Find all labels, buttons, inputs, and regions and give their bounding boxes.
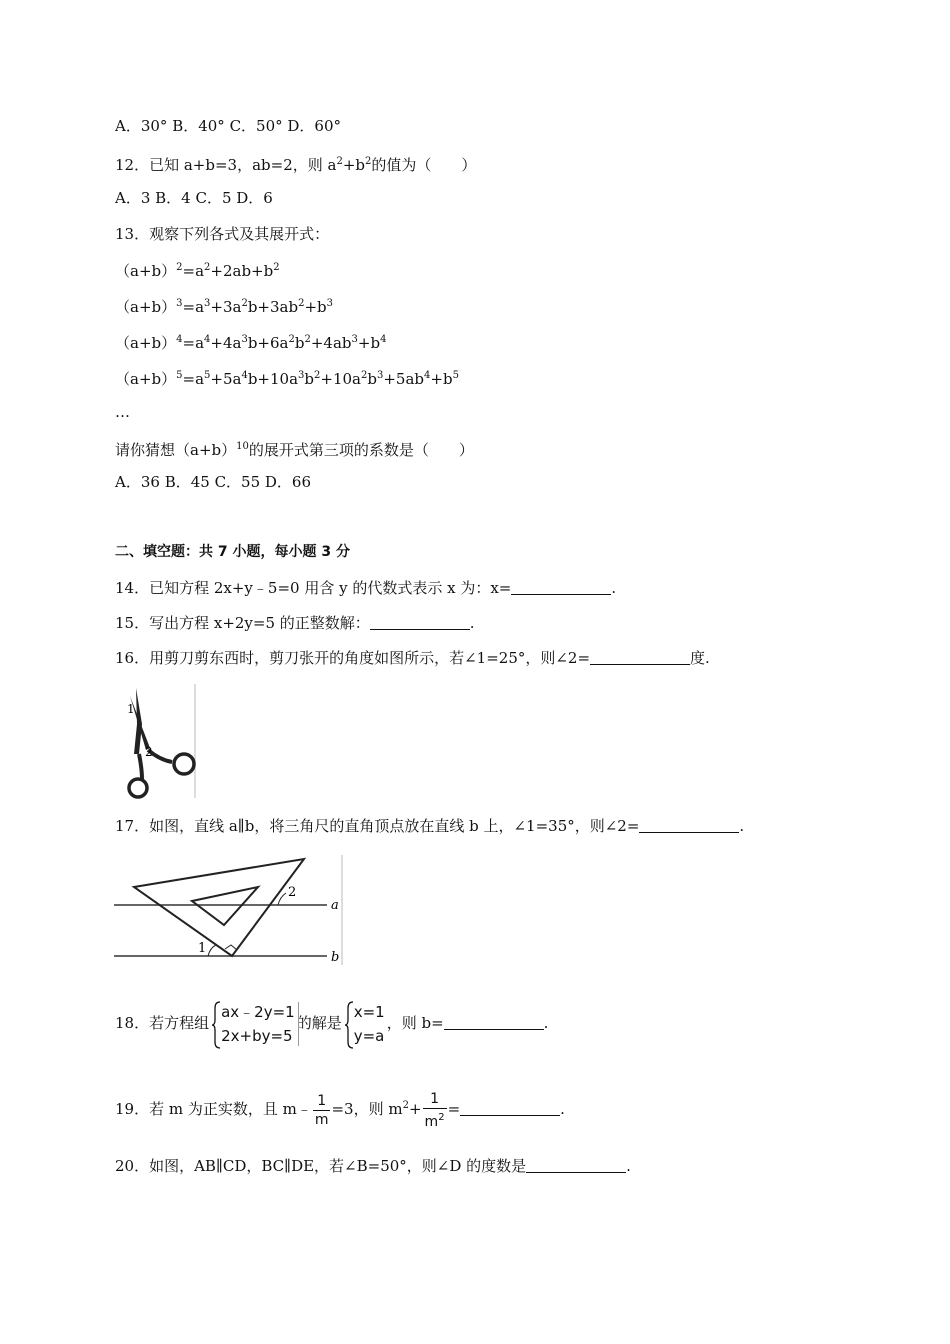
exponent: 2	[241, 298, 248, 309]
term: b+6a	[247, 334, 289, 352]
section-2-title: 二、填空题：共 7 小题，每小题 3 分	[115, 544, 350, 560]
scissors-angle-1-label: 1	[127, 702, 135, 716]
line-b-label: b	[331, 950, 340, 965]
q12-text-end: 的值为（ ）	[371, 156, 477, 174]
q13-stem: 13．观察下列各式及其展开式：	[115, 225, 330, 243]
q19-fraction-1-numerator: 1	[313, 1092, 331, 1111]
exponent: 4	[176, 334, 183, 345]
exponent: 4	[204, 334, 211, 345]
q16	[115, 648, 710, 668]
q12-exp: 2	[365, 156, 372, 167]
exponent: 4	[380, 334, 387, 345]
term: b+10a	[247, 370, 299, 388]
exponent: 3	[241, 334, 248, 345]
q13-options: A．36 B．45 C．55 D．66	[115, 473, 312, 491]
q20-answer-blank[interactable]	[526, 1158, 626, 1173]
scissors-blade-2	[134, 688, 142, 754]
q12-text: 12．已知 a+b=3，ab=2，则 a	[115, 156, 337, 174]
q20-end: .	[626, 1157, 631, 1175]
q13-question	[115, 437, 474, 460]
q20	[115, 1156, 631, 1176]
triangle-ruler-inner	[192, 887, 258, 925]
q13-expansion-4	[115, 330, 386, 353]
exponent: 4	[241, 370, 248, 381]
scissors-angle-2-label: 2	[145, 745, 153, 759]
q18-text: 18．若方程组	[115, 1014, 210, 1032]
term: =a	[182, 370, 205, 388]
q18-solution-x: x=1	[353, 1003, 385, 1021]
q15-text: 15．写出方程 x+2y=5 的正整数解：	[115, 614, 370, 632]
q14-text: 14．已知方程 2x+y﹣5=0 用含 y 的代数式表示 x 为：x=	[115, 579, 512, 597]
exponent: 4	[424, 370, 431, 381]
q11-options: A．30° B．40° C．50° D．60°	[115, 117, 342, 135]
q13-question-exp: 10	[236, 441, 249, 452]
exponent: 5	[204, 370, 211, 381]
q18-answer-blank[interactable]	[444, 1015, 544, 1030]
q14-end: .	[611, 579, 617, 597]
q19-fraction-1-denominator: m	[314, 1111, 329, 1128]
exponent: 2	[176, 262, 183, 273]
exponent: 2	[288, 334, 295, 345]
brace-icon	[344, 1000, 354, 1050]
q19-end: .	[560, 1100, 565, 1118]
term: =a	[182, 262, 205, 280]
term: =a	[182, 298, 205, 316]
term: b+3ab	[247, 298, 299, 316]
angle-1-label: 1	[198, 941, 207, 956]
q12-text-mid: +b	[342, 156, 365, 174]
q15-answer-blank[interactable]	[370, 615, 470, 630]
q20-text: 20．如图，AB∥CD，BC∥DE，若∠B=50°，则∠D 的度数是	[115, 1157, 527, 1175]
q12-stem	[115, 152, 476, 175]
triangle-ruler-figure	[112, 855, 348, 967]
q17-text: 17．如图，直线 a∥b，将三角尺的直角顶点放在直线 b 上，∠1=35°，则∠2=	[115, 817, 640, 835]
q19	[115, 1082, 565, 1133]
term: （a+b）	[115, 370, 177, 388]
q18-equation-1: ax﹣2y=1	[221, 1003, 295, 1021]
q18-solution-y: y=a	[353, 1027, 385, 1045]
q18-equation-system	[211, 1000, 295, 1048]
q17-end: .	[739, 817, 745, 835]
q12-options: A．3 B．4 C．5 D．6	[115, 189, 273, 207]
exponent: 2	[361, 370, 368, 381]
exponent: 5	[452, 370, 459, 381]
term: +5ab	[383, 370, 425, 388]
q19-fraction-2	[423, 1090, 447, 1131]
term: +3a	[210, 298, 242, 316]
q16-answer-blank[interactable]	[590, 650, 690, 665]
term: b	[304, 370, 315, 388]
q19-fraction-2-den-exp: 2	[438, 1111, 445, 1123]
term: +10a	[320, 370, 361, 388]
term: +b	[304, 298, 327, 316]
exponent: 2	[304, 334, 311, 345]
q19-fraction-2-numerator: 1	[423, 1090, 447, 1109]
q13-expansion-2	[115, 258, 280, 281]
term: +4a	[210, 334, 242, 352]
q16-text: 16．用剪刀剪东西时，剪刀张开的角度如图所示，若∠1=25°，则∠2=	[115, 649, 591, 667]
q19-text: 19．若 m 为正实数，且 m﹣	[115, 1100, 312, 1118]
q13-expansion-3	[115, 294, 333, 317]
q17	[115, 816, 744, 836]
q18-text-mid: 的解是	[296, 1014, 342, 1032]
q13-question-text: 请你猜想（a+b）	[115, 441, 237, 459]
q19-exp: 2	[402, 1100, 409, 1111]
term: =a	[182, 334, 205, 352]
term: （a+b）	[115, 298, 177, 316]
exponent: 2	[314, 370, 321, 381]
exponent: 3	[176, 298, 183, 309]
q17-answer-blank[interactable]	[639, 818, 739, 833]
term: b	[294, 334, 305, 352]
term: +2ab+b	[210, 262, 274, 280]
q18-equation-2: 2x+by=5	[221, 1027, 293, 1045]
exponent: 3	[351, 334, 358, 345]
q13-ellipsis: …	[115, 403, 130, 421]
q19-equals: =	[447, 1100, 461, 1118]
q19-answer-blank[interactable]	[460, 1101, 560, 1116]
q18	[115, 996, 548, 1054]
angle-2-label: 2	[288, 885, 297, 900]
q19-fraction-2-denominator	[423, 1109, 447, 1131]
scissors-figure	[112, 684, 202, 800]
scissors-handle-left	[129, 779, 147, 797]
line-a-label: a	[331, 898, 339, 913]
term: +b	[430, 370, 453, 388]
term: +5a	[210, 370, 242, 388]
q19-fraction-1	[313, 1092, 331, 1129]
triangle-ruler-outer	[134, 859, 304, 956]
exponent: 2	[273, 262, 280, 273]
q15-end: .	[469, 614, 475, 632]
exponent: 3	[298, 370, 305, 381]
q12-exp: 2	[336, 156, 343, 167]
term: +4ab	[310, 334, 352, 352]
q14-answer-blank[interactable]	[511, 580, 611, 595]
exponent: 2	[298, 298, 305, 309]
q14	[115, 578, 616, 598]
term: +b	[357, 334, 381, 352]
exponent: 3	[326, 298, 334, 309]
q19-plus: +	[408, 1100, 422, 1118]
exponent: 5	[176, 370, 183, 381]
q19-fraction-2-den-base: m	[424, 1113, 439, 1130]
q18-solution-system	[344, 1000, 385, 1048]
exponent: 2	[204, 262, 211, 273]
brace-icon	[211, 1000, 221, 1050]
q15	[115, 613, 475, 633]
q18-end: .	[543, 1014, 549, 1032]
q13-question-text-end: 的展开式第三项的系数是（ ）	[248, 441, 474, 459]
term: （a+b）	[115, 262, 177, 280]
exponent: 3	[204, 298, 211, 309]
term: b	[367, 370, 377, 388]
scissors-handle-right	[174, 754, 194, 774]
q13-expansion-5	[115, 366, 459, 389]
q16-end: 度.	[690, 649, 710, 667]
q18-text-end: ，则 b=	[386, 1014, 444, 1032]
exponent: 3	[376, 370, 384, 381]
term: （a+b）	[115, 334, 177, 352]
q19-text-mid: =3，则 m	[331, 1100, 403, 1118]
